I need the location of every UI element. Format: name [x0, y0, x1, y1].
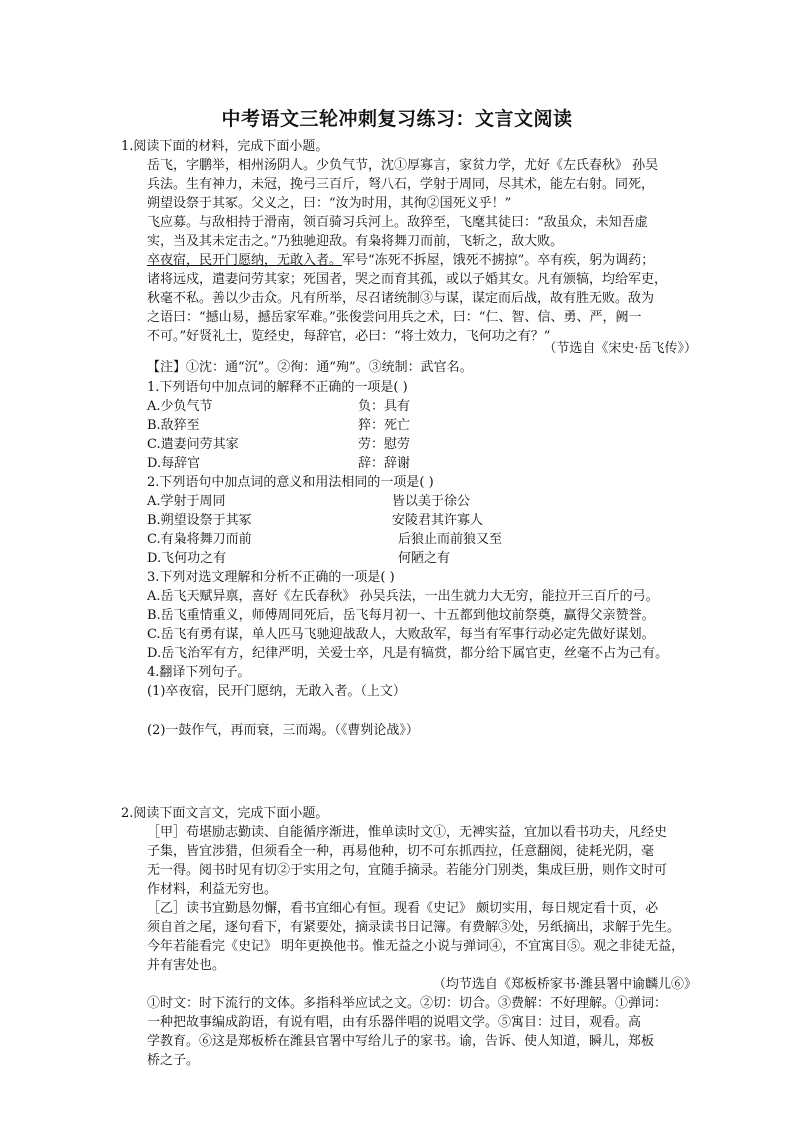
sub2-option-a: A.学射于周同 — [147, 494, 226, 509]
sub2-stem: 2.下列语句中加点词的意义和用法相同的一项是( ) — [147, 475, 434, 490]
sub1-option-b: B.敌猝至 — [147, 418, 200, 433]
sub1-option-d-gloss: 辞：辞谢 — [358, 456, 411, 471]
passage-source: （节选自《宋史·岳飞传》） — [543, 341, 697, 356]
jia-line: 无一得。阅书时见有切②于实用之句，宜随手摘录。若能分门别类，集成巨册，则作文时可 — [147, 863, 668, 878]
yi-line: 并有害处也。 — [147, 958, 226, 973]
q2-source: （均节选自《郑板桥家书·潍县署中谕麟儿⑥》 — [432, 977, 697, 992]
sub1-option-a: A.少负气节 — [147, 399, 213, 414]
passage-line: 岳飞，字鹏举，相州汤阴人。少负气节，沈①厚寡言，家贫力学，尤好《左氏春秋》 孙吴 — [147, 158, 659, 173]
yi-line: 今年若能看完《史记》 明年更换他书。惟无益之小说与弹词④，不宜寓目⑤。观之非徒无益， — [147, 939, 685, 954]
q2-stem: 2.阅读下面文言文，完成下面小题。 — [121, 806, 329, 821]
passage-line: 实，当及其未定击之。”乃独驰迎敌。有枭将舞刀而前，飞斩之，敌大败。 — [147, 234, 564, 249]
sub2-option-c-compare: 后狼止而前狼又至 — [398, 532, 503, 547]
passage-line: 之语曰：“撼山易，撼岳家军难。”张俊尝问用兵之术，曰：“仁、智、信、勇、严，阙一 — [147, 310, 642, 325]
sub2-option-d: D.飞何功之有 — [147, 551, 227, 566]
jia-line: 子集，皆宜涉猎，但须看全一种，再易他种，切不可东抓西拉，任意翻阅，徒耗光阴，毫 — [147, 844, 655, 859]
sub1-option-d: D.每辞官 — [147, 456, 201, 471]
sub2-option-c: C.有枭将舞刀而前 — [147, 532, 252, 547]
sub2-option-b: B.朔望设祭于其冢 — [147, 513, 252, 528]
sub3-option-d: D.岳飞治军有方，纪律严明，关爱士卒，凡是有犒赏，都分给下属官吏，丝毫不占为己有。 — [147, 646, 669, 661]
passage-line — [147, 251, 654, 270]
sub2-option-d-compare: 何陋之有 — [398, 551, 451, 566]
sub3-option-b: B.岳飞重情重义，师傅周同死后，岳飞每月初一、十五都到他坟前祭奠，赢得父亲赞誉。 — [147, 608, 655, 623]
sub4-stem: 4.翻译下列句子。 — [147, 665, 251, 680]
passage-note: 【注】①沈：通“沉”。②徇：通“殉”。③统制：武官名。 — [147, 360, 473, 375]
sub1-option-c-gloss: 劳：慰劳 — [358, 437, 411, 452]
passage-line: 秋毫不私。善以少击众。凡有所举，尽召诸统制③与谋，谋定而后战，故有胜无败。敌为 — [147, 291, 655, 306]
sub1-option-c: C.遣妻问劳其家 — [147, 437, 239, 452]
jia-line: ［甲］苟堪励志勤读、自能循序渐进，惟单读时文①，无裨实益，宜加以看书功夫，凡经史 — [147, 825, 668, 840]
sub4-item-2: (2)一鼓作气，再而衰，三而竭。（《曹刿论战》） — [147, 723, 419, 738]
sub1-option-a-gloss: 负：具有 — [358, 399, 411, 414]
yi-line: ［乙］读书宜勤恳勿懈，看书宜细心有恒。现看《史记》 颇切实用，每日规定看十页，必 — [147, 901, 659, 916]
q2-note: 学教育。⑥这是郑板桥在潍县官署中写给儿子的家书。谕，告诉、使人知道，瞬儿，郑板 — [147, 1034, 655, 1049]
underlined-sentence: 卒夜宿，民开门愿纳，无敢入者。 — [147, 253, 343, 268]
q2-note: 桥之子。 — [147, 1053, 200, 1068]
sub3-option-c: C.岳飞有勇有谋，单人匹马飞驰迎战敌人，大败敌军，每当有军事行动必定先做好谋划。 — [147, 627, 655, 642]
passage-line: 飞应募。与敌相持于滑南，领百骑习兵河上。敌猝至，飞麾其徒曰：“敌虽众，未知吾虚 — [147, 215, 648, 230]
sub3-stem: 3.下列对选文理解和分析不正确的一项是( ) — [147, 570, 395, 585]
passage-line-rest: 军号“冻死不拆屋，饿死不掳掠”。卒有疾，躬为调药； — [342, 253, 655, 268]
passage-line: 朔望设祭于其冢。父义之，曰：“汝为时用，其徇②国死义乎！” — [147, 196, 512, 211]
passage-line: 不可。”好贤礼士，览经史，每辞官，必曰：“将士效力，飞何功之有？” — [147, 329, 551, 344]
sub1-stem: 1.下列语句中加点词的解释不正确的一项是( ) — [147, 380, 408, 395]
q1-stem: 1.阅读下面的材料，完成下面小题。 — [121, 139, 329, 154]
sub2-option-a-compare: 皆以美于徐公 — [392, 494, 471, 509]
yi-line: 须自首之尾，逐句看下，有紧要处，摘录读书日记簿。有费解③处，另纸摘出，求解于先生。 — [147, 920, 681, 935]
sub4-item-1: (1)卒夜宿，民开门愿纳，无敢入者。（上文） — [147, 684, 406, 699]
jia-line: 作材料，利益无穷也。 — [147, 882, 278, 897]
q2-note: ①时文：时下流行的文体。多指科举应试之文。②切：切合。③费解：不好理解。①弹词： — [147, 996, 668, 1011]
sub1-option-b-gloss: 猝：死亡 — [358, 418, 411, 433]
sub2-option-b-compare: 安陵君其许寡人 — [392, 513, 484, 528]
q2-note: 一种把故事编成韵语，有说有唱，由有乐器伴唱的说唱文学。⑤寓目：过目，观看。高 — [147, 1015, 642, 1030]
passage-line: 兵法。生有神力，未冠，挽弓三百斤，弩八石，学射于周同，尽其术，能左右射。同死， — [147, 177, 655, 192]
sub3-option-a: A.岳飞天赋异禀，喜好《左氏春秋》 孙吴兵法，一出生就力大无穷，能拉开三百斤的弓。 — [147, 589, 659, 604]
page-title: 中考语文三轮冲刺复习练习：文言文阅读 — [221, 108, 573, 130]
passage-line: 诸将远戍，遣妻问劳其家；死国者，哭之而育其孤，或以子婚其女。凡有颁犒，均给军吏， — [147, 272, 668, 287]
